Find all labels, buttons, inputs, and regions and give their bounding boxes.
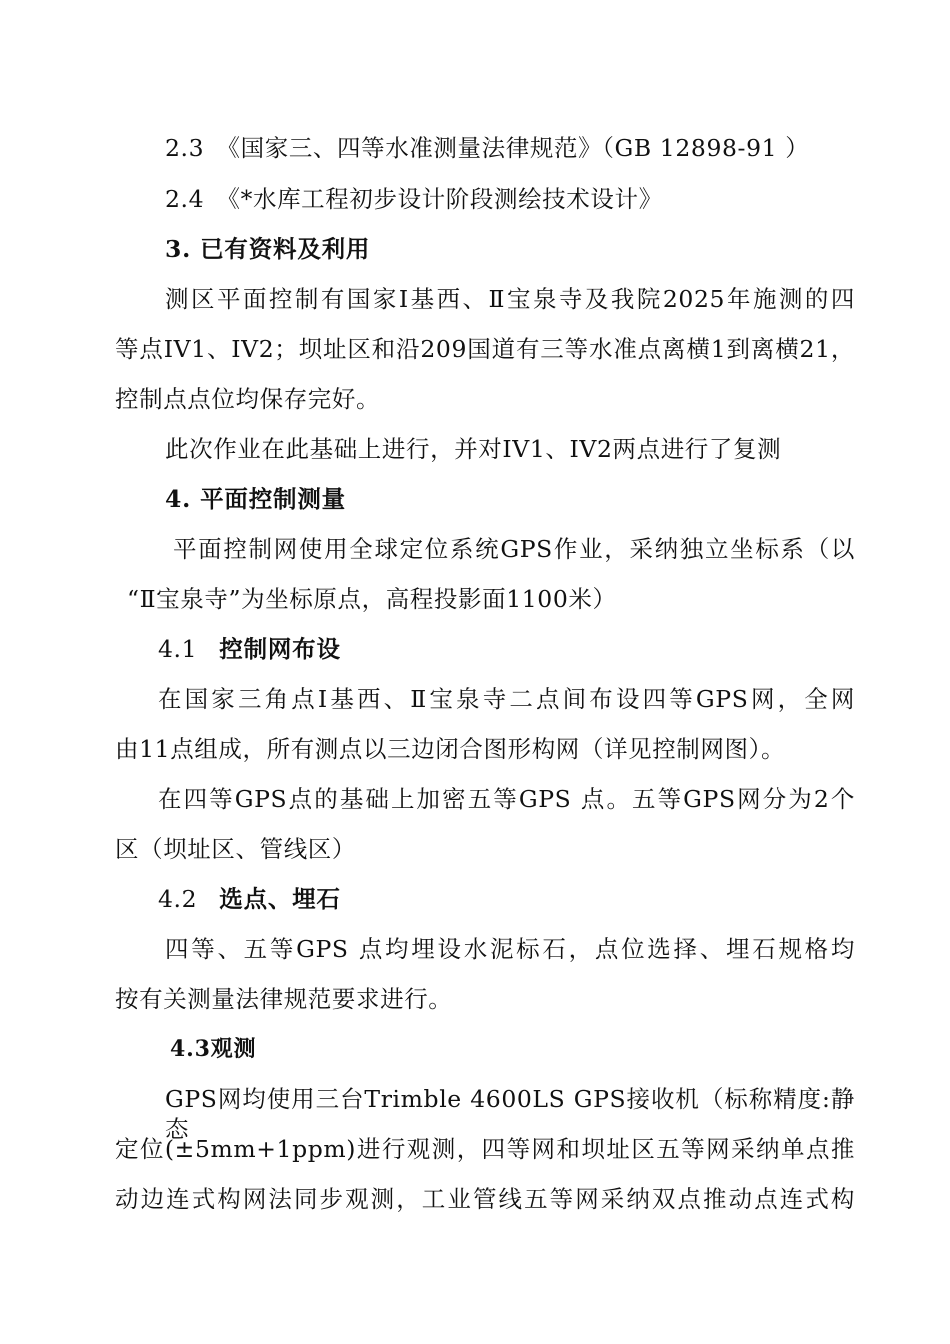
reference-2-4: 2.4 《*水库工程初步设计阶段测绘技术设计》 [165,185,663,213]
section-4-2-number: 4.2 [158,885,198,913]
section-4-3-paragraph-1-line-2: 定位(±5mm+1ppm)进行观测，四等网和坝址区五等网采纳单点推 [115,1135,855,1163]
section-4-2-paragraph-1-line-2: 按有关测量法律规范要求进行。 [115,985,453,1013]
section-4-1-number: 4.1 [158,635,198,663]
section-4-paragraph-1-line-2: “Ⅱ宝泉寺”为坐标原点，高程投影面1100米） [127,585,617,613]
section-4-3-paragraph-1-line-3: 动边连式构网法同步观测，工业管线五等网采纳双点推动点连式构 [115,1185,855,1213]
section-3-heading: 3. 已有资料及利用 [165,235,371,263]
section-4-2-paragraph-1-line-1: 四等、五等GPS 点均埋设水泥标石，点位选择、埋石规格均 [165,935,855,963]
section-4-paragraph-1-line-1: 平面控制网使用全球定位系统GPS作业，采纳独立坐标系（以 [173,535,855,563]
section-4-1-heading [158,634,341,664]
section-4-2-title: 选点、埋石 [219,885,341,913]
section-3-paragraph-2: 此次作业在此基础上进行，并对IV1、IV2两点进行了复测 [165,435,782,463]
reference-2-3: 2.3 《国家三、四等水准测量法律规范》（GB 12898-91 ） [165,134,810,162]
section-4-3-paragraph-1-line-1: GPS网均使用三台Trimble 4600LS GPS接收机（标称精度:静态 [165,1085,855,1143]
section-4-1-paragraph-1-line-2: 由11点组成，所有测点以三边闭合图形构网（详见控制网图）。 [115,735,786,763]
section-4-1-paragraph-2-line-1: 在四等GPS点的基础上加密五等GPS 点。五等GPS网分为2个 [158,785,855,813]
section-3-paragraph-1-line-2: 等点IV1、IV2；坝址区和沿209国道有三等水准点离横1到离横21， [115,335,855,363]
section-4-1-paragraph-2-line-2: 区（坝址区、管线区） [115,835,356,863]
section-4-1-paragraph-1-line-1: 在国家三角点Ⅰ基西、Ⅱ宝泉寺二点间布设四等GPS网，全网 [158,685,855,713]
section-3-paragraph-1-line-1: 测区平面控制有国家Ⅰ基西、Ⅱ宝泉寺及我院2025年施测的四 [165,285,855,313]
section-4-3-heading: 4.3观测 [170,1036,257,1062]
section-4-1-title: 控制网布设 [219,635,341,663]
section-3-paragraph-1-line-3: 控制点点位均保存完好。 [115,385,381,413]
section-4-heading: 4. 平面控制测量 [165,485,346,513]
section-4-2-heading [158,884,341,914]
